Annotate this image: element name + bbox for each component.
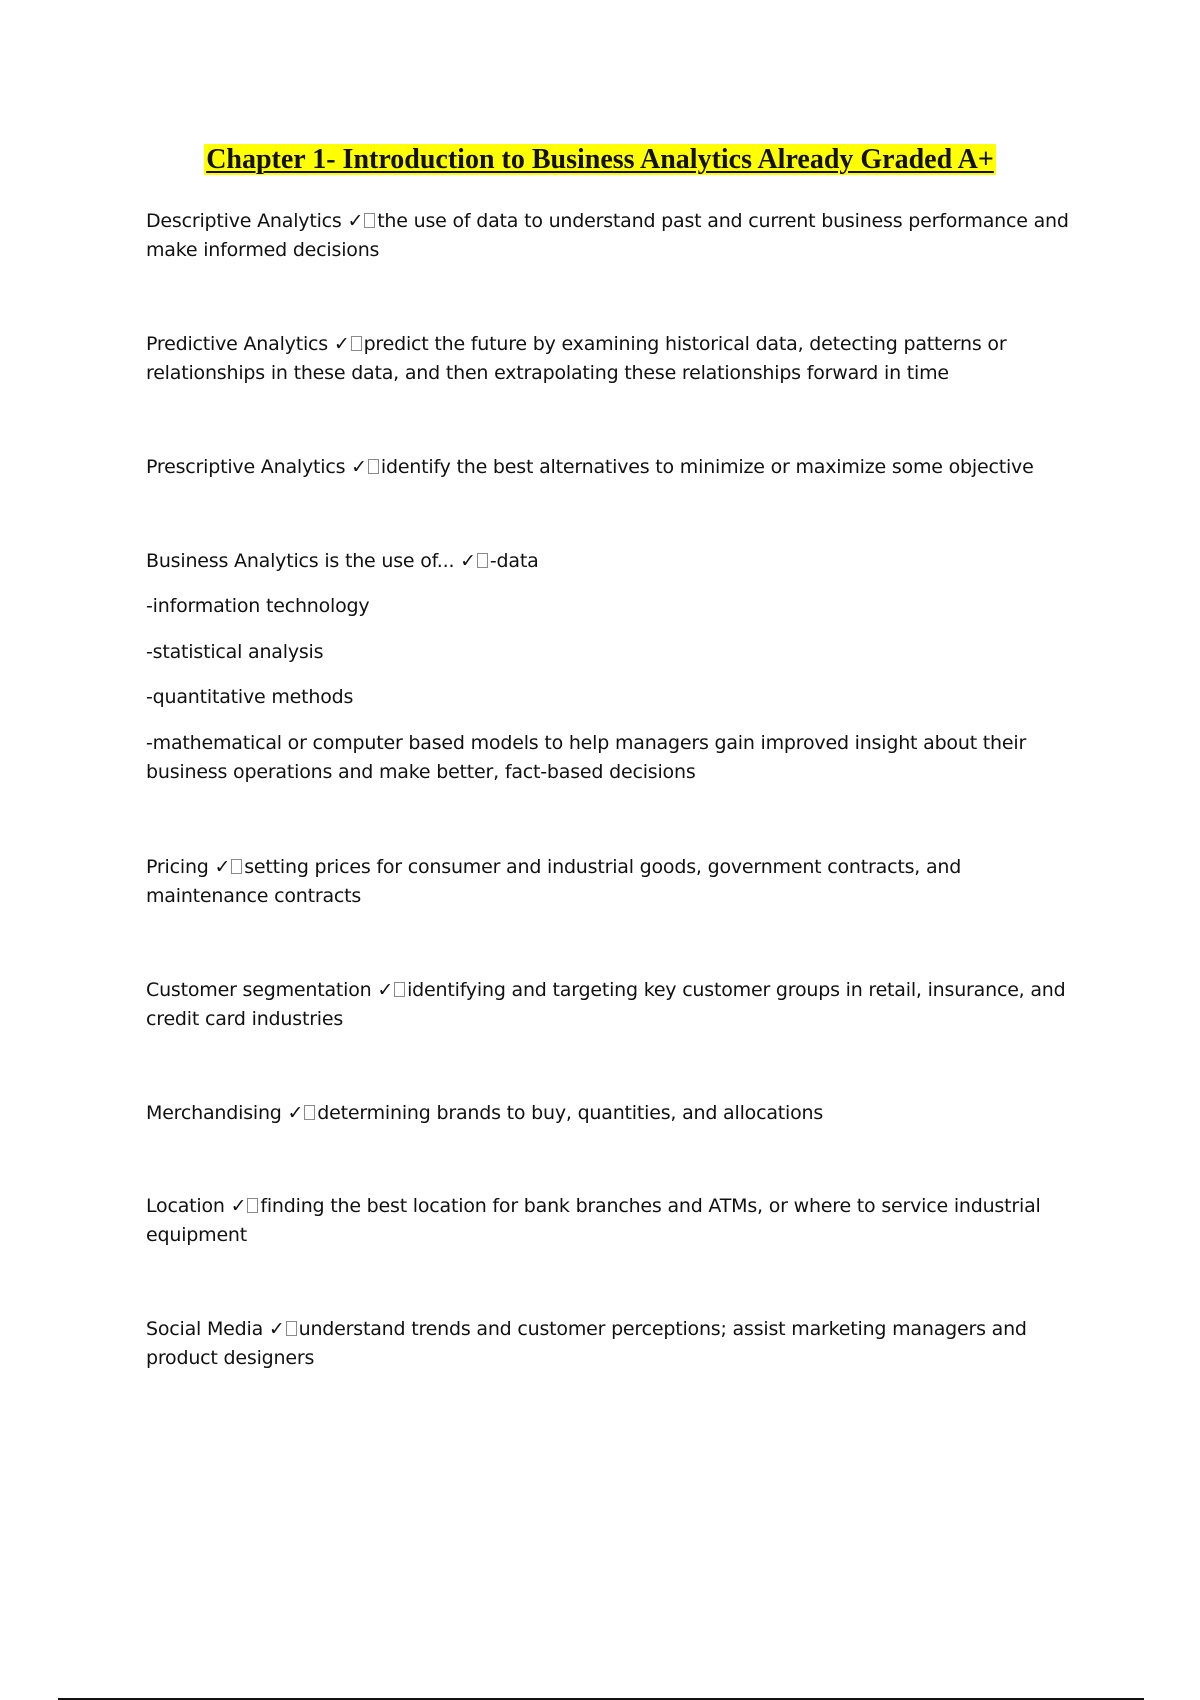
box-glyph-icon — [286, 1321, 297, 1336]
entry-merchandising — [146, 1099, 1081, 1128]
checkmark-icon: ✓ — [333, 333, 350, 355]
entry-social-media — [146, 1315, 1081, 1373]
checkmark-icon: ✓ — [460, 550, 476, 572]
entry-term: Prescriptive Analytics — [146, 456, 346, 478]
document-title — [0, 142, 1200, 178]
entry-term: Location — [146, 1195, 225, 1217]
box-glyph-icon — [304, 1105, 315, 1120]
entry-definition: finding the best location for bank branches and ATMs, or where to service industrial equipment — [146, 1195, 1041, 1246]
checkmark-icon: ✓ — [287, 1102, 304, 1124]
entry-term: Social Media — [146, 1318, 264, 1340]
entry-term: Customer segmentation — [146, 979, 372, 1001]
entry-prescriptive-analytics — [146, 453, 1081, 482]
entry-term: Predictive Analytics — [146, 333, 328, 355]
box-glyph-icon — [231, 859, 242, 874]
box-glyph-icon — [351, 336, 362, 351]
entry-pricing — [146, 853, 1081, 911]
entry-definition: determining brands to buy, quantities, and allocations — [317, 1102, 824, 1124]
checkmark-icon: ✓ — [351, 456, 367, 478]
entry-definition: the use of data to understand past and current business performance and make informed decisions — [146, 210, 1069, 261]
entry-term: Merchandising — [146, 1102, 282, 1124]
list-item: -information technology — [146, 595, 370, 617]
entry-definition: predict the future by examining historical data, detecting patterns or relationships in these data, and then extrapolating these relationships forward in time — [146, 333, 1007, 384]
checkmark-icon: ✓ — [268, 1318, 285, 1340]
entry-business-analytics — [146, 547, 1081, 576]
list-item: -statistical analysis — [146, 641, 324, 663]
list-item: -mathematical or computer based models to help managers gain improved insight about their business operations and make better, fact-based decisions — [146, 732, 1027, 783]
entry-term: Pricing — [146, 856, 209, 878]
box-glyph-icon — [394, 982, 405, 997]
entry-term: Descriptive Analytics — [146, 210, 342, 232]
entry-definition: understand trends and customer perceptions; assist marketing managers and product designers — [146, 1318, 1027, 1369]
checkmark-icon: ✓ — [230, 1195, 247, 1217]
box-glyph-icon — [368, 459, 379, 474]
box-glyph-icon — [364, 213, 375, 228]
entry-location — [146, 1192, 1081, 1250]
entry-customer-segmentation — [146, 976, 1081, 1034]
entry-definition: -data — [489, 550, 539, 572]
entry-predictive-analytics — [146, 330, 1081, 388]
list-item: -quantitative methods — [146, 686, 354, 708]
entry-descriptive-analytics — [146, 207, 1081, 265]
entry-term: Business Analytics is the use of... — [146, 550, 455, 572]
entry-definition: setting prices for consumer and industrial goods, government contracts, and maintenance contracts — [146, 856, 962, 907]
checkmark-icon: ✓ — [377, 979, 394, 1001]
checkmark-icon: ✓ — [214, 856, 231, 878]
box-glyph-icon — [477, 553, 488, 568]
checkmark-icon: ✓ — [347, 210, 364, 232]
title-text: Chapter 1- Introduction to Business Analytics Already Graded A+ — [206, 144, 994, 175]
entry-definition: identify the best alternatives to minimize or maximize some objective — [380, 456, 1034, 478]
entry-definition: identifying and targeting key customer groups in retail, insurance, and credit card industries — [146, 979, 1066, 1030]
box-glyph-icon — [247, 1198, 258, 1213]
